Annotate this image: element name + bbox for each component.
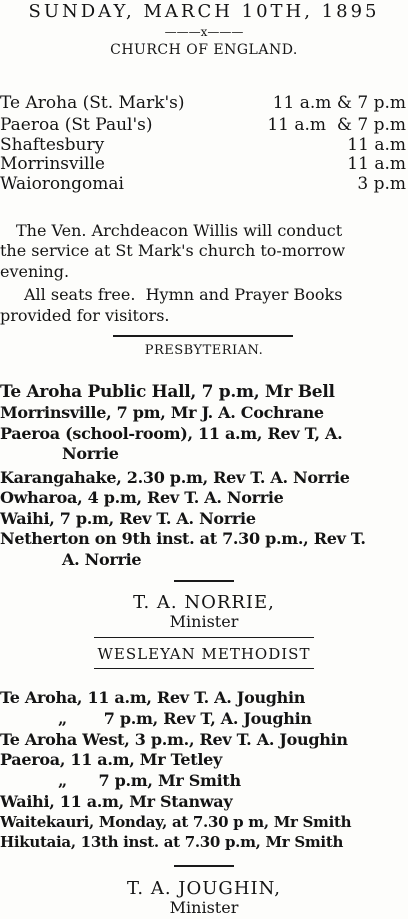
service-time: 11 a.m & 7 p.m xyxy=(267,115,406,135)
service-place: Shaftesbury xyxy=(0,135,105,155)
notice-line: All seats free. Hymn and Prayer Books xyxy=(24,285,343,304)
minister-signature-name: T. A. JOUGHIN, xyxy=(127,878,281,899)
service-place: Waiorongomai xyxy=(0,174,124,194)
service-line: Te Aroha, 11 a.m, Rev T. A. Joughin xyxy=(0,688,306,707)
minister-signature-title: Minister xyxy=(169,898,239,917)
notice-line: evening. xyxy=(0,262,70,281)
minister-signature-name: T. A. NORRIE, xyxy=(133,592,275,613)
service-line: A. Norrie xyxy=(62,550,142,569)
service-place: Paeroa (St Paul's) xyxy=(0,115,153,135)
notice-line: provided for visitors. xyxy=(0,306,170,325)
service-time: 11 a.m & 7 p.m xyxy=(272,93,406,113)
service-time: 11 a.m xyxy=(347,135,406,155)
service-place: Te Aroha (St. Mark's) xyxy=(0,93,185,113)
section-divider xyxy=(174,865,234,867)
section-divider xyxy=(94,668,314,669)
section-divider xyxy=(174,580,234,582)
notice-line: The Ven. Archdeacon Willis will conduct xyxy=(16,221,343,240)
notice-line: the service at St Mark's church to-morrow xyxy=(0,241,346,260)
date-heading: SUNDAY, MARCH 10TH, 1895 xyxy=(28,1,380,22)
service-line: Te Aroha West, 3 p.m., Rev T. A. Joughin xyxy=(0,730,348,749)
service-line: Netherton on 9th inst. at 7.30 p.m., Rev T. xyxy=(0,529,366,548)
service-line: Waihi, 7 p.m, Rev T. A. Norrie xyxy=(0,509,256,528)
service-time: 11 a.m xyxy=(347,154,406,174)
section-divider xyxy=(113,335,293,337)
section-heading-church-of-england: CHURCH OF ENGLAND. xyxy=(110,42,298,58)
service-line: Norrie xyxy=(62,444,119,463)
section-heading-presbyterian: PRESBYTERIAN. xyxy=(144,343,264,358)
service-time: 3 p.m xyxy=(357,174,406,194)
service-line: Paeroa, 11 a.m, Mr Tetley xyxy=(0,750,223,769)
section-divider xyxy=(94,637,314,638)
service-line: Morrinsville, 7 pm, Mr J. A. Cochrane xyxy=(0,403,324,422)
service-line: Te Aroha Public Hall, 7 p.m, Mr Bell xyxy=(0,382,335,402)
service-line: Karangahake, 2.30 p.m, Rev T. A. Norrie xyxy=(0,468,350,487)
service-line: Paeroa (school-room), 11 a.m, Rev T, A. xyxy=(0,424,343,443)
ornament-separator: ———x——— xyxy=(164,25,244,39)
service-line: Waihi, 11 a.m, Mr Stanway xyxy=(0,792,233,811)
service-line: Owharoa, 4 p.m, Rev T. A. Norrie xyxy=(0,488,284,507)
service-line: „ 7 p.m, Mr Smith xyxy=(58,771,241,790)
section-heading-wesleyan: WESLEYAN METHODIST xyxy=(97,645,311,663)
service-line: „ 7 p.m, Rev T, A. Joughin xyxy=(58,709,312,728)
service-place: Morrinsville xyxy=(0,154,105,174)
service-line: Waitekauri, Monday, at 7.30 p m, Mr Smith xyxy=(0,813,352,831)
minister-signature-title: Minister xyxy=(169,612,239,631)
service-line: Hikutaia, 13th inst. at 7.30 p.m, Mr Smith xyxy=(0,833,344,851)
